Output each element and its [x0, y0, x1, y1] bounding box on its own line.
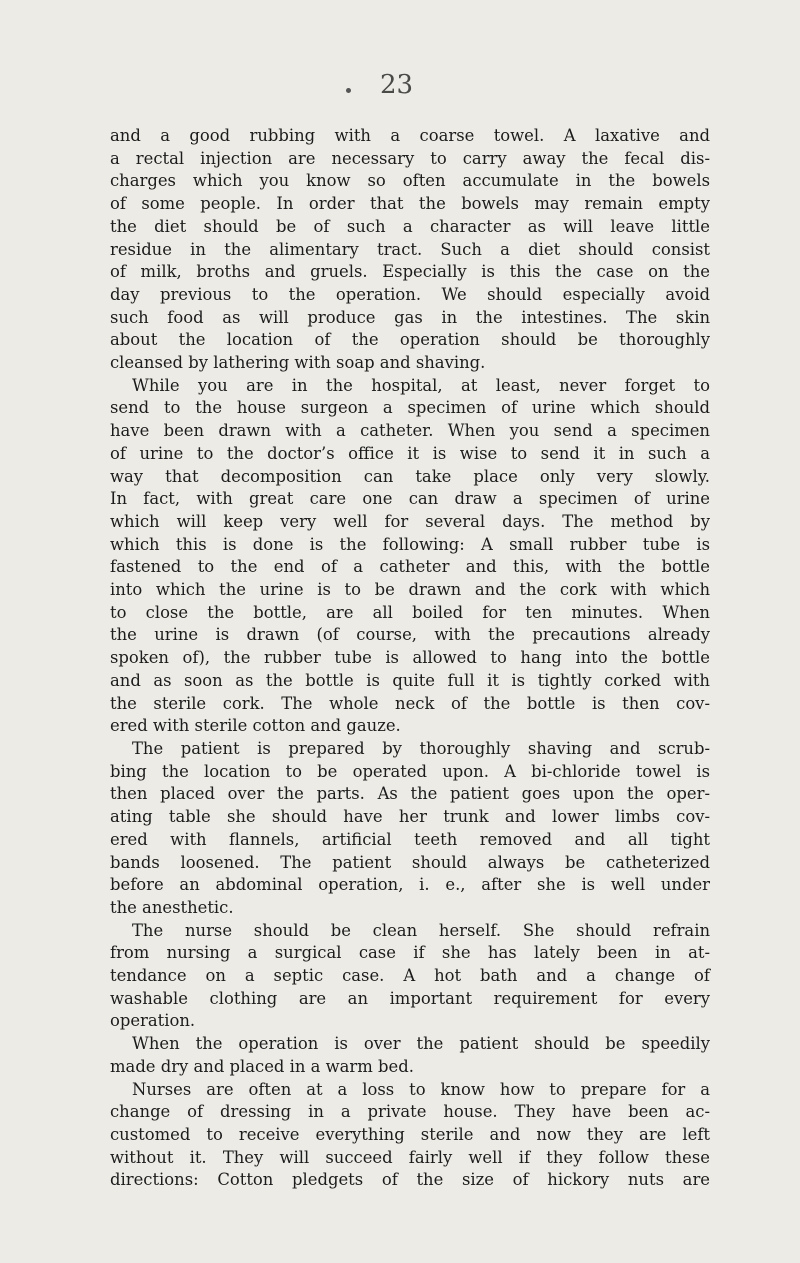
text-line: into which the urine is to be drawn and the cork with which: [110, 580, 710, 600]
text-line: which will keep very well for several days. The method by: [110, 511, 710, 531]
text-line: about the location of the operation should be thoroughly: [110, 330, 710, 350]
text-line: and as soon as the bottle is quite full it is tightly corked with: [110, 670, 710, 690]
text-line: charges which you know so often accumulate in the bowels: [110, 171, 710, 191]
text-line: ating table she should have her trunk and lower limbs cov-: [110, 807, 710, 827]
text-line: spoken of), the rubber tube is allowed to hang into the bottle: [110, 648, 710, 668]
text-line: The patient is prepared by thoroughly shaving and scrub-: [132, 738, 710, 758]
text-line: then placed over the parts. As the patient goes upon the oper-: [110, 784, 710, 804]
body-text: [110, 125, 710, 1192]
text-line: fastened to the end of a catheter and this, with the bottle: [110, 557, 710, 577]
text-line: of urine to the doctor’s office it is wise to send it in such a: [110, 443, 710, 463]
text-line: from nursing a surgical case if she has lately been in at-: [110, 943, 710, 963]
text-line: washable clothing are an important requirement for every: [110, 988, 710, 1008]
text-line: before an abdominal operation, i. e., after she is well under: [110, 875, 710, 895]
text-line: a rectal injection are necessary to carry away the fecal dis-: [110, 148, 710, 168]
text-line: The nurse should be clean herself. She should refrain: [132, 920, 710, 940]
text-line: bing the location to be operated upon. A bi-chloride towel is: [110, 761, 710, 781]
ink-speck: [346, 88, 351, 93]
text-line: without it. They will succeed fairly well if they follow these: [110, 1147, 710, 1167]
text-line: way that decomposition can take place only very slowly.: [110, 466, 710, 486]
text-line: and a good rubbing with a coarse towel. A laxative and: [110, 126, 710, 145]
text-line: change of dressing in a private house. They have been ac-: [110, 1102, 710, 1122]
text-line: ered with sterile cotton and gauze.: [110, 716, 401, 736]
text-line: bands loosened. The patient should always be catheterized: [110, 852, 710, 872]
text-line: made dry and placed in a warm bed.: [110, 1056, 414, 1076]
text-line: directions: Cotton pledgets of the size of hickory nuts are: [110, 1170, 710, 1190]
text-line: the urine is drawn (of course, with the precautions already: [110, 625, 710, 645]
text-line: the anesthetic.: [110, 897, 234, 917]
text-line: customed to receive everything sterile and now they are left: [110, 1124, 710, 1144]
text-line: residue in the alimentary tract. Such a diet should consist: [110, 239, 710, 259]
text-line: which this is done is the following: A small rubber tube is: [110, 534, 710, 554]
text-line: In fact, with great care one can draw a specimen of urine: [110, 489, 710, 509]
text-line: of milk, broths and gruels. Especially is this the case on the: [110, 262, 710, 282]
text-line: of some people. In order that the bowels may remain empty: [110, 194, 710, 214]
text-line: Nurses are often at a loss to know how to prepare for a: [132, 1079, 710, 1099]
text-line: the diet should be of such a character as will leave little: [110, 216, 710, 236]
text-line: operation.: [110, 1011, 196, 1031]
text-line: ered with flannels, artificial teeth removed and all tight: [110, 829, 710, 849]
text-line: send to the house surgeon a specimen of urine which should: [110, 398, 710, 418]
text-line: tendance on a septic case. A hot bath and a change of: [110, 966, 710, 986]
page-number: 23: [380, 70, 414, 100]
text-line: When the operation is over the patient should be speedily: [132, 1034, 710, 1054]
text-line: day previous to the operation. We should especially avoid: [110, 284, 710, 304]
text-line: cleansed by lathering with soap and shaving.: [110, 353, 486, 373]
text-line: While you are in the hospital, at least, never forget to: [132, 375, 710, 395]
text-line: such food as will produce gas in the intestines. The skin: [110, 307, 710, 327]
text-line: have been drawn with a catheter. When you send a specimen: [110, 421, 710, 441]
text-line: to close the bottle, are all boiled for ten minutes. When: [110, 602, 710, 622]
text-line: the sterile cork. The whole neck of the bottle is then cov-: [110, 693, 710, 713]
